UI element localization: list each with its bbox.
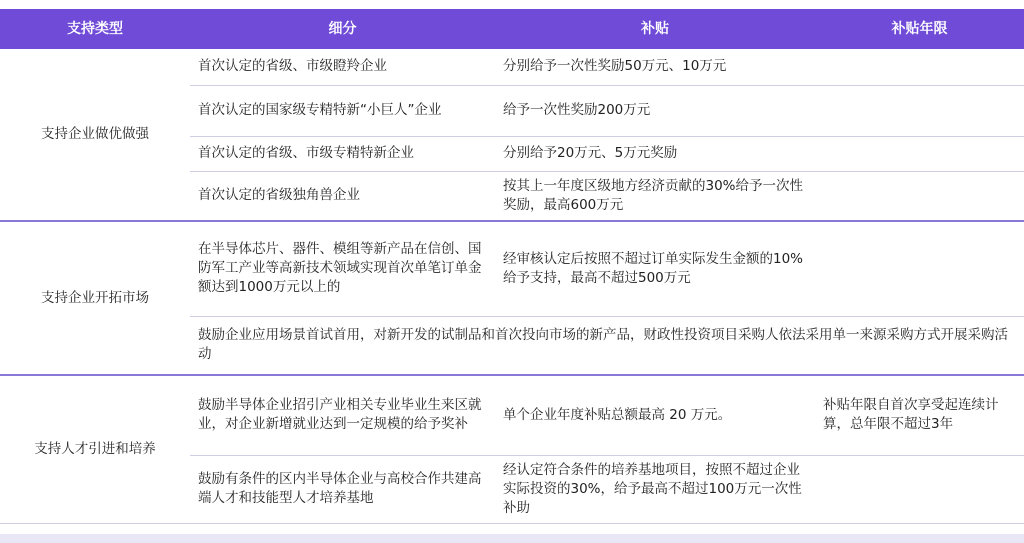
subsidy-cell: 经审核认定后按照不超过订单实际发生金额的10%给予支持，最高不超过500万元 (495, 221, 815, 316)
years-cell (815, 455, 1024, 523)
years-cell (815, 221, 1024, 316)
detail-cell: 首次认定的省级独角兽企业 (190, 171, 495, 221)
years-cell (815, 171, 1024, 221)
detail-cell: 首次认定的省级、市级专精特新企业 (190, 136, 495, 171)
support-type-cell: 支持人才引进和培养 (0, 375, 190, 523)
years-cell: 补贴年限自首次享受起连续计算，总年限不超过3年 (815, 375, 1024, 455)
years-cell (815, 136, 1024, 171)
detail-cell: 鼓励半导体企业招引产业相关专业毕业生来区就业，对企业新增就业达到一定规模的给予奖补 (190, 375, 495, 455)
subsidy-cell: 分别给予20万元、5万元奖励 (495, 136, 815, 171)
detail-cell: 首次认定的国家级专精特新“小巨人”企业 (190, 85, 495, 136)
detail-cell: 鼓励有条件的区内半导体企业与高校合作共建高端人才和技能型人才培养基地 (190, 455, 495, 523)
table-row (0, 49, 1024, 85)
bottom-strip (0, 534, 1024, 543)
detail-cell: 在半导体芯片、器件、模组等新产品在信创、国防军工产业等高新技术领域实现首次单笔订单金额达到1000万元以上的 (190, 221, 495, 316)
header-detail: 细分 (190, 9, 495, 49)
header-subsidy-years: 补贴年限 (815, 9, 1024, 49)
header-subsidy: 补贴 (495, 9, 815, 49)
subsidy-cell: 给予一次性奖励200万元 (495, 85, 815, 136)
header-support-type: 支持类型 (0, 9, 190, 49)
years-cell (815, 49, 1024, 85)
subsidy-cell: 按其上一年度区级地方经济贡献的30%给予一次性奖励，最高600万元 (495, 171, 815, 221)
support-type-cell: 支持企业开拓市场 (0, 221, 190, 375)
years-cell (815, 85, 1024, 136)
support-type-cell: 支持企业做优做强 (0, 49, 190, 221)
table-row (0, 375, 1024, 455)
detail-cell: 首次认定的省级、市级瞪羚企业 (190, 49, 495, 85)
subsidy-policy-table (0, 9, 1024, 524)
subsidy-cell: 分别给予一次性奖励50万元、10万元 (495, 49, 815, 85)
subsidy-cell: 经认定符合条件的培养基地项目，按照不超过企业实际投资的30%，给予最高不超过100万元一次性补助 (495, 455, 815, 523)
subsidy-cell: 单个企业年度补贴总额最高 20 万元。 (495, 375, 815, 455)
merged-detail-cell: 鼓励企业应用场景首试首用，对新开发的试制品和首次投向市场的新产品，财政性投资项目采购人依法采用单一来源采购方式开展采购活动 (190, 316, 1024, 375)
table-row (0, 221, 1024, 316)
table-header-row (0, 9, 1024, 49)
